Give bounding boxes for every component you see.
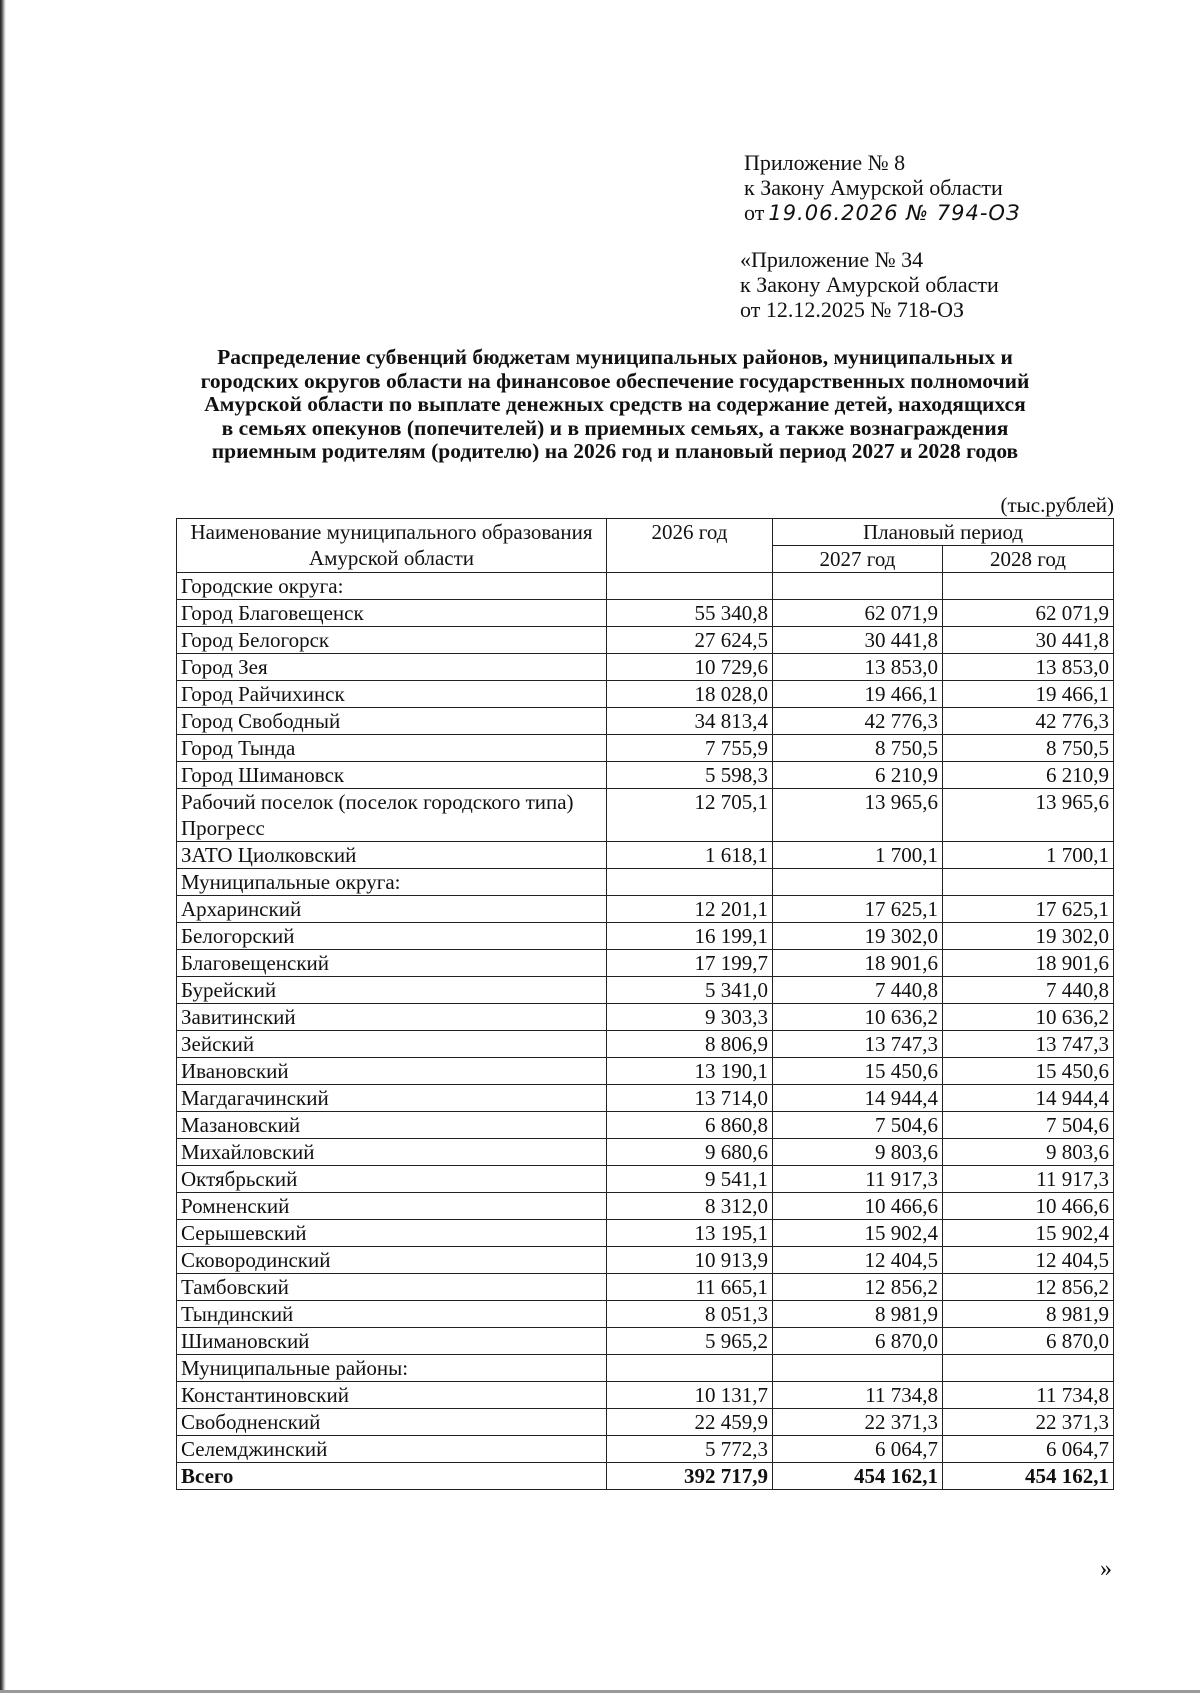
municipality-name: Свободненский [177,1409,607,1436]
value-2028: 15 902,4 [943,1220,1114,1247]
municipality-name: Белогорский [177,923,607,950]
municipality-name: Ивановский [177,1058,607,1085]
municipality-name: Константиновский [177,1382,607,1409]
table-body [177,573,1114,1490]
municipality-name: Город Благовещенск [177,600,607,627]
table-row [177,681,1114,708]
value-2026: 9 303,3 [607,1004,773,1031]
table-row [177,1004,1114,1031]
table-row [177,1409,1114,1436]
value-2027: 13 965,6 [773,789,943,842]
value-2027: 19 466,1 [773,681,943,708]
value-2028: 6 210,9 [943,762,1114,789]
table-row [177,1274,1114,1301]
value-2026: 5 598,3 [607,762,773,789]
municipality-name: Город Свободный [177,708,607,735]
value-2028: 8 750,5 [943,735,1114,762]
value-2026: 5 772,3 [607,1436,773,1463]
municipality-name: Город Шимановск [177,762,607,789]
value-2026: 17 199,7 [607,950,773,977]
total-row [177,1463,1114,1490]
value-2026: 22 459,9 [607,1409,773,1436]
table-row [177,842,1114,869]
value-2026: 12 201,1 [607,896,773,923]
value-2027: 18 901,6 [773,950,943,977]
value-2027: 19 302,0 [773,923,943,950]
municipality-name: Всего [177,1463,607,1490]
table-row [177,1112,1114,1139]
value-2028: 18 901,6 [943,950,1114,977]
municipality-name: Рабочий поселок (поселок городского типа) Прогресс [177,789,607,842]
table-row [177,600,1114,627]
value-2026: 13 190,1 [607,1058,773,1085]
scan-edge-left [0,0,6,1693]
value-2026: 9 541,1 [607,1166,773,1193]
value-2028: 30 441,8 [943,627,1114,654]
value-2027: 11 917,3 [773,1166,943,1193]
section-row [177,869,1114,896]
table-row [177,1247,1114,1274]
value-2028: 14 944,4 [943,1085,1114,1112]
municipality-name: Серышевский [177,1220,607,1247]
value-2026: 13 195,1 [607,1220,773,1247]
title-line-5: приемным родителям (родителю) на 2026 год и плановый период 2027 и 2028 годов [211,439,1019,463]
header-name: Наименование муниципального образования Амурской области [177,519,607,573]
table-row [177,950,1114,977]
table-row [177,1382,1114,1409]
header-2028: 2028 год [943,546,1114,573]
value-2027: 13 853,0 [773,654,943,681]
municipality-name: Город Райчихинск [177,681,607,708]
municipality-name: Тамбовский [177,1274,607,1301]
table-row [177,896,1114,923]
value-2028: 11 917,3 [943,1166,1114,1193]
value-2028: 8 981,9 [943,1301,1114,1328]
section-title: Муниципальные округа: [177,869,607,896]
value-2028: 13 965,6 [943,789,1114,842]
value-2027: 7 440,8 [773,977,943,1004]
municipality-name: Город Белогорск [177,627,607,654]
document-title [150,346,1080,464]
value-2027: 17 625,1 [773,896,943,923]
value-2026: 27 624,5 [607,627,773,654]
empty-cell [943,1355,1114,1382]
value-2028: 13 853,0 [943,654,1114,681]
appendix-date-prefix: от [744,200,765,225]
value-2028: 454 162,1 [943,1463,1114,1490]
closing-quote: » [1100,1556,1112,1582]
section-row [177,1355,1114,1382]
municipality-name: Октябрьский [177,1166,607,1193]
value-2028: 19 302,0 [943,923,1114,950]
value-2028: 9 803,6 [943,1139,1114,1166]
value-2027: 12 404,5 [773,1247,943,1274]
table-row [177,627,1114,654]
header-2026: 2026 год [607,519,773,573]
municipality-name: ЗАТО Циолковский [177,842,607,869]
value-2026: 5 965,2 [607,1328,773,1355]
value-2026: 8 806,9 [607,1031,773,1058]
value-2028: 13 747,3 [943,1031,1114,1058]
value-2026: 8 312,0 [607,1193,773,1220]
appendix-header [744,150,1020,226]
empty-cell [773,1355,943,1382]
value-2028: 6 064,7 [943,1436,1114,1463]
header-2027: 2027 год [773,546,943,573]
value-2026: 1 618,1 [607,842,773,869]
value-2028: 7 440,8 [943,977,1114,1004]
table-row [177,762,1114,789]
units-label: (тыс.рублей) [1000,493,1114,517]
value-2027: 7 504,6 [773,1112,943,1139]
value-2027: 42 776,3 [773,708,943,735]
original-appendix-header [740,247,999,322]
value-2027: 454 162,1 [773,1463,943,1490]
empty-cell [943,573,1114,600]
value-2027: 6 870,0 [773,1328,943,1355]
value-2026: 9 680,6 [607,1139,773,1166]
original-appendix-law: к Закону Амурской области [740,272,999,297]
municipality-name: Архаринский [177,896,607,923]
table-row [177,789,1114,842]
municipality-name: Магдагачинский [177,1085,607,1112]
value-2028: 12 404,5 [943,1247,1114,1274]
section-row [177,573,1114,600]
value-2027: 22 371,3 [773,1409,943,1436]
municipality-name: Мазановский [177,1112,607,1139]
value-2026: 12 705,1 [607,789,773,842]
original-appendix-date: от 12.12.2025 № 718-ОЗ [740,297,965,322]
municipality-name: Селемджинский [177,1436,607,1463]
value-2026: 34 813,4 [607,708,773,735]
value-2028: 12 856,2 [943,1274,1114,1301]
value-2027: 15 450,6 [773,1058,943,1085]
value-2027: 8 750,5 [773,735,943,762]
value-2027: 62 071,9 [773,600,943,627]
empty-cell [607,869,773,896]
value-2026: 16 199,1 [607,923,773,950]
title-line-4: в семьях опекунов (попечителей) и в приемных семьях, а также вознаграждения [221,415,1009,440]
table-row [177,1031,1114,1058]
municipality-name: Зейский [177,1031,607,1058]
value-2028: 22 371,3 [943,1409,1114,1436]
value-2028: 6 870,0 [943,1328,1114,1355]
empty-cell [773,573,943,600]
value-2026: 10 131,7 [607,1382,773,1409]
value-2027: 30 441,8 [773,627,943,654]
subvention-table [176,518,1114,1490]
value-2026: 10 913,9 [607,1247,773,1274]
table-row [177,923,1114,950]
title-line-2: городских округов области на финансовое обеспечение государственных полномочий [200,368,1030,393]
section-title: Муниципальные районы: [177,1355,607,1382]
value-2028: 7 504,6 [943,1112,1114,1139]
municipality-name: Завитинский [177,1004,607,1031]
table-row [177,654,1114,681]
value-2026: 10 729,6 [607,654,773,681]
empty-cell [607,573,773,600]
appendix-date-line [744,200,1020,226]
table-row [177,1301,1114,1328]
value-2027: 6 210,9 [773,762,943,789]
handwritten-date-number: 19.06.2026 № 794-ОЗ [768,201,1021,225]
value-2026: 11 665,1 [607,1274,773,1301]
value-2027: 12 856,2 [773,1274,943,1301]
header-planned-period: Плановый период [773,519,1114,546]
municipality-name: Город Тында [177,735,607,762]
value-2028: 1 700,1 [943,842,1114,869]
municipality-name: Ромненский [177,1193,607,1220]
value-2027: 10 466,6 [773,1193,943,1220]
empty-cell [607,1355,773,1382]
value-2026: 6 860,8 [607,1112,773,1139]
table-header-row [177,519,1114,546]
table-row [177,1058,1114,1085]
value-2028: 17 625,1 [943,896,1114,923]
value-2028: 42 776,3 [943,708,1114,735]
value-2027: 1 700,1 [773,842,943,869]
value-2027: 8 981,9 [773,1301,943,1328]
municipality-name: Бурейский [177,977,607,1004]
original-appendix-number: «Приложение № 34 [740,247,924,272]
value-2027: 9 803,6 [773,1139,943,1166]
value-2028: 10 636,2 [943,1004,1114,1031]
value-2027: 10 636,2 [773,1004,943,1031]
table-row [177,708,1114,735]
table-row [177,1166,1114,1193]
municipality-name: Шимановский [177,1328,607,1355]
appendix-law: к Закону Амурской области [744,175,1003,200]
municipality-name: Город Зея [177,654,607,681]
empty-cell [943,869,1114,896]
table-row [177,977,1114,1004]
value-2027: 6 064,7 [773,1436,943,1463]
value-2026: 55 340,8 [607,600,773,627]
value-2027: 14 944,4 [773,1085,943,1112]
value-2028: 62 071,9 [943,600,1114,627]
table-row [177,1328,1114,1355]
value-2028: 19 466,1 [943,681,1114,708]
title-line-1: Распределение субвенций бюджетам муниципальных районов, муниципальных и [217,345,1013,369]
value-2028: 15 450,6 [943,1058,1114,1085]
value-2026: 18 028,0 [607,681,773,708]
value-2028: 10 466,6 [943,1193,1114,1220]
value-2027: 11 734,8 [773,1382,943,1409]
value-2026: 7 755,9 [607,735,773,762]
value-2027: 15 902,4 [773,1220,943,1247]
value-2028: 11 734,8 [943,1382,1114,1409]
value-2026: 13 714,0 [607,1085,773,1112]
value-2027: 13 747,3 [773,1031,943,1058]
table-row [177,1193,1114,1220]
table-row [177,1139,1114,1166]
table-row [177,1085,1114,1112]
value-2026: 392 717,9 [607,1463,773,1490]
table-row [177,1220,1114,1247]
municipality-name: Сковородинский [177,1247,607,1274]
table-row [177,1436,1114,1463]
appendix-number: Приложение № 8 [744,150,906,175]
value-2026: 8 051,3 [607,1301,773,1328]
title-line-3: Амурской области по выплате денежных средств на содержание детей, находящихся [204,392,1026,416]
municipality-name: Благовещенский [177,950,607,977]
value-2026: 5 341,0 [607,977,773,1004]
empty-cell [773,869,943,896]
municipality-name: Михайловский [177,1139,607,1166]
section-title: Городские округа: [177,573,607,600]
table-row [177,735,1114,762]
municipality-name: Тындинский [177,1301,607,1328]
